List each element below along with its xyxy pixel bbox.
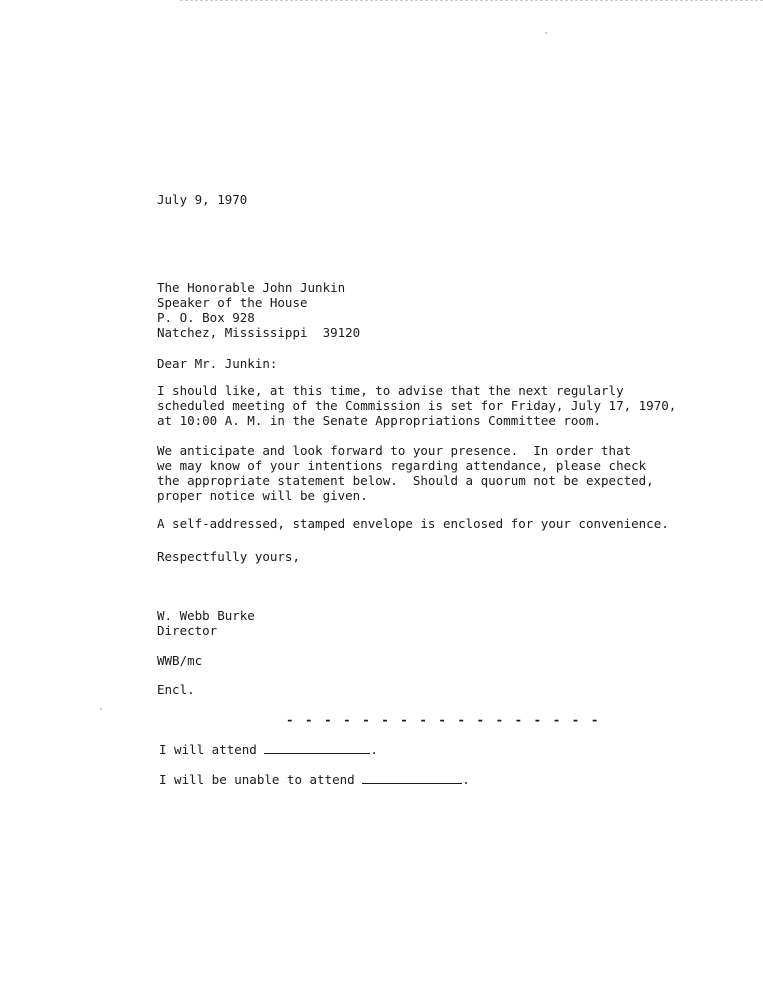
address-line-2: Speaker of the House bbox=[157, 295, 308, 310]
attend-response-line bbox=[159, 742, 378, 757]
unable-blank[interactable] bbox=[362, 772, 462, 784]
signer-name: W. Webb Burke bbox=[157, 608, 255, 623]
address-line-4: Natchez, Mississippi 39120 bbox=[157, 325, 361, 340]
unable-label: I will be unable to attend bbox=[159, 772, 355, 787]
signature-block bbox=[157, 608, 255, 638]
paragraph-1 bbox=[157, 383, 676, 428]
scan-speck bbox=[100, 708, 102, 710]
salutation: Dear Mr. Junkin: bbox=[157, 356, 278, 371]
paragraph-1-line: I should like, at this time, to advise that the next regularly bbox=[157, 383, 624, 398]
unable-period: . bbox=[462, 772, 470, 787]
paragraph-2-line: We anticipate and look forward to your presence. In order that bbox=[157, 443, 632, 458]
attend-period: . bbox=[370, 742, 378, 757]
enclosure-notation: Encl. bbox=[157, 682, 195, 697]
paragraph-3: A self-addressed, stamped envelope is enclosed for your convenience. bbox=[157, 516, 669, 531]
scan-speck bbox=[545, 32, 547, 34]
paragraph-1-line: at 10:00 A. M. in the Senate Appropriations Committee room. bbox=[157, 413, 602, 428]
paragraph-2-line: proper notice will be given. bbox=[157, 488, 368, 503]
letter-date: July 9, 1970 bbox=[157, 192, 248, 207]
paragraph-1-line: scheduled meeting of the Commission is set for Friday, July 17, 1970, bbox=[157, 398, 677, 413]
scan-edge-rule bbox=[180, 0, 763, 1]
inside-address bbox=[157, 280, 360, 340]
paragraph-2-line: we may know of your intentions regarding attendance, please check bbox=[157, 458, 647, 473]
complimentary-closing: Respectfully yours, bbox=[157, 549, 300, 564]
unable-response-line bbox=[159, 772, 470, 787]
address-line-1: The Honorable John Junkin bbox=[157, 280, 346, 295]
signer-title: Director bbox=[157, 623, 218, 638]
detach-separator: - - - - - - - - - - - - - - - - - bbox=[286, 712, 601, 727]
paragraph-2-line: the appropriate statement below. Should a quorum not be expected, bbox=[157, 473, 654, 488]
attend-blank[interactable] bbox=[264, 742, 370, 754]
attend-label: I will attend bbox=[159, 742, 257, 757]
reference-initials: WWB/mc bbox=[157, 653, 203, 668]
address-line-3: P. O. Box 928 bbox=[157, 310, 255, 325]
paragraph-2 bbox=[157, 443, 654, 503]
